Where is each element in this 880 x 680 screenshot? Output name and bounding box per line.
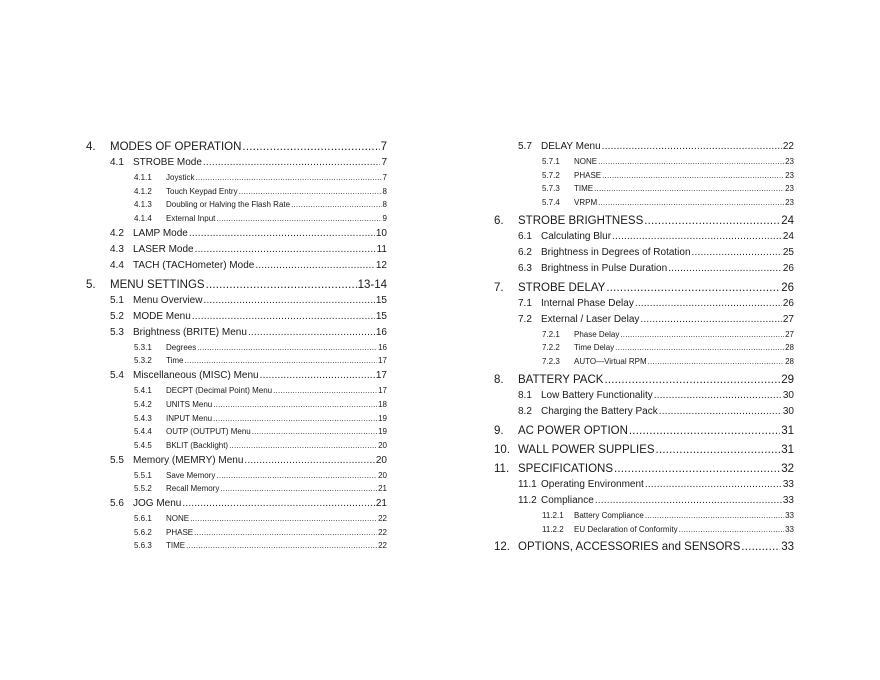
dot-leader xyxy=(595,493,782,509)
toc-entry-7-2-1[interactable] xyxy=(494,328,794,342)
dot-leader xyxy=(190,512,377,526)
toc-entry-title: Brightness (BRITE) Menu xyxy=(133,326,247,338)
toc-entry-number: 5.4 xyxy=(110,370,124,382)
toc-entry-4-1-2[interactable] xyxy=(86,185,387,199)
toc-entry-title: Menu Overview xyxy=(133,294,203,306)
toc-entry-number: 4.2 xyxy=(110,227,124,239)
toc-entry-8-1[interactable] xyxy=(494,388,794,404)
dot-leader xyxy=(220,482,377,496)
toc-entry-5-6-3[interactable] xyxy=(86,539,387,553)
toc-entry-number: 6.1 xyxy=(518,230,532,242)
toc-entry-page: 20 xyxy=(378,440,387,450)
toc-entry-number: 5.7.1 xyxy=(542,157,560,166)
toc-column-left xyxy=(86,139,387,553)
toc-entry-title: TIME xyxy=(574,184,594,194)
dot-leader xyxy=(602,169,784,183)
dot-leader xyxy=(229,439,377,453)
toc-entry-4-1-4[interactable] xyxy=(86,212,387,226)
toc-entry-title: Operating Environment xyxy=(541,478,644,490)
toc-entry-number: 7.2.2 xyxy=(542,343,560,353)
toc-entry-number: 7.1 xyxy=(518,297,532,309)
toc-entry-page: 13-14 xyxy=(357,278,387,291)
dot-leader xyxy=(648,355,784,369)
toc-entry-5-4-5[interactable] xyxy=(86,439,387,453)
toc-entry-title: Brightness in Pulse Duration xyxy=(541,262,668,274)
toc-entry-title: DECPT (Decimal Point) Menu xyxy=(166,386,273,396)
toc-entry-7-2[interactable] xyxy=(494,312,794,328)
dot-leader xyxy=(189,226,375,242)
toc-entry-page: 16 xyxy=(378,342,387,352)
toc-entry-9[interactable] xyxy=(494,423,794,439)
toc-entry-title: DELAY Menu xyxy=(541,141,601,152)
toc-entry-page: 33 xyxy=(782,494,794,506)
toc-entry-number: 6.2 xyxy=(518,246,532,258)
dot-leader xyxy=(206,277,357,293)
toc-entry-number: 5.5 xyxy=(110,454,124,466)
toc-entry-11-2-1[interactable] xyxy=(494,509,794,523)
dot-leader xyxy=(192,309,375,325)
toc-entry-page: 26 xyxy=(781,281,794,294)
toc-entry-number: 5. xyxy=(86,278,96,291)
dot-leader xyxy=(273,384,377,398)
toc-entry-page: 7 xyxy=(382,173,387,182)
toc-entry-title: Charging the Battery Pack xyxy=(541,405,658,417)
toc-entry-number: 4.1.2 xyxy=(134,186,152,196)
toc-entry-number: 5.5.2 xyxy=(134,484,152,494)
dot-leader xyxy=(186,539,377,553)
dot-leader xyxy=(645,509,784,523)
dot-leader xyxy=(659,404,782,420)
toc-entry-11-2[interactable] xyxy=(494,493,794,509)
dot-leader xyxy=(182,496,375,512)
toc-entry-title: TIME xyxy=(166,541,186,551)
toc-entry-5-5-1[interactable] xyxy=(86,469,387,483)
toc-entry-page: 20 xyxy=(375,454,387,466)
toc-entry-number: 5.3.2 xyxy=(134,356,152,366)
toc-entry-title: Degrees xyxy=(166,342,197,352)
toc-entry-number: 4.1 xyxy=(110,157,124,168)
toc-entry-title: Recall Memory xyxy=(166,484,220,494)
toc-entry-number: 8. xyxy=(494,373,504,386)
toc-entry-title: STROBE DELAY xyxy=(518,281,606,294)
toc-entry-number: 5.7 xyxy=(518,141,532,152)
dot-leader xyxy=(741,539,780,555)
toc-entry-number: 11. xyxy=(494,462,510,475)
toc-entry-title: AC POWER OPTION xyxy=(518,424,628,437)
toc-entry-page: 23 xyxy=(785,184,794,194)
dot-leader xyxy=(602,139,782,155)
dot-leader xyxy=(197,341,377,355)
toc-entry-number: 11.2.2 xyxy=(542,524,564,534)
toc-entry-number: 5.6.2 xyxy=(134,527,152,537)
toc-entry-11-2-2[interactable] xyxy=(494,523,794,537)
toc-entry-number: 4.1.1 xyxy=(134,173,152,182)
toc-entry-11-1[interactable] xyxy=(494,477,794,493)
toc-entry-number: 11.1 xyxy=(518,478,537,490)
toc-entry-title: Brightness in Degrees of Rotation xyxy=(541,246,691,258)
toc-entry-title: BATTERY PACK xyxy=(518,373,604,386)
toc-entry-5-3-1[interactable] xyxy=(86,341,387,355)
toc-entry-number: 5.4.4 xyxy=(134,427,152,437)
toc-entry-title: UNITS Menu xyxy=(166,399,213,409)
toc-entry-page: 22 xyxy=(378,513,387,523)
toc-entry-title: Compliance xyxy=(541,494,594,506)
toc-entry-page: 21 xyxy=(378,484,387,494)
toc-entry-number: 8.1 xyxy=(518,389,532,401)
toc-entry-title: Doubling or Halving the Flash Rate xyxy=(166,200,291,210)
toc-entry-page: 25 xyxy=(782,246,794,258)
toc-entry-5-4[interactable] xyxy=(86,368,387,384)
toc-entry-number: 6. xyxy=(494,214,504,227)
toc-entry-5-4-1[interactable] xyxy=(86,384,387,398)
toc-column-right xyxy=(494,139,794,555)
dot-leader xyxy=(203,293,374,309)
toc-entry-page: 27 xyxy=(782,313,794,325)
toc-entry-5-5[interactable] xyxy=(86,453,387,469)
toc-entry-page: 33 xyxy=(785,510,794,520)
toc-entry-number: 8.2 xyxy=(518,405,532,417)
dot-leader xyxy=(255,258,375,274)
dot-leader xyxy=(260,368,375,384)
toc-entry-title: Calculating Blur xyxy=(541,230,612,242)
toc-entry-6-2[interactable] xyxy=(494,245,794,261)
toc-entry-title: STROBE Mode xyxy=(133,157,202,168)
toc-entry-6-3[interactable] xyxy=(494,261,794,277)
toc-entry-page: 29 xyxy=(781,373,794,386)
dot-leader xyxy=(620,328,784,342)
toc-entry-page: 26 xyxy=(782,262,794,274)
toc-entry-4-3[interactable] xyxy=(86,242,387,258)
dot-leader xyxy=(194,526,377,540)
dot-leader xyxy=(598,155,784,169)
toc-entry-number: 4.4 xyxy=(110,259,124,271)
toc-entry-page: 33 xyxy=(782,478,794,490)
dot-leader xyxy=(213,412,377,426)
toc-entry-title: OPTIONS, ACCESSORIES and SENSORS xyxy=(518,541,741,554)
toc-entry-number: 4.1.3 xyxy=(134,200,152,210)
dot-leader xyxy=(195,242,376,258)
toc-entry-title: OUTP (OUTPUT) Menu xyxy=(166,427,251,437)
toc-entry-title: STROBE BRIGHTNESS xyxy=(518,214,644,227)
toc-entry-title: Battery Compliance xyxy=(574,510,644,520)
toc-entry-title: SPECIFICATIONS xyxy=(518,462,613,475)
toc-entry-5-2[interactable] xyxy=(86,309,387,325)
toc-entry-title: Phase Delay xyxy=(574,329,620,339)
toc-entry-10[interactable] xyxy=(494,442,794,458)
toc-entry-number: 5.6.1 xyxy=(134,513,152,523)
toc-entry-7-2-2[interactable] xyxy=(494,341,794,355)
toc-entry-page: 30 xyxy=(782,389,794,401)
dot-leader xyxy=(239,185,382,199)
toc-entry-page: 7 xyxy=(381,157,387,168)
toc-entry-page: 26 xyxy=(782,297,794,309)
toc-entry-page: 7 xyxy=(380,141,387,153)
dot-leader xyxy=(645,477,782,493)
toc-entry-page: 15 xyxy=(375,294,387,306)
toc-entry-number: 5.4.3 xyxy=(134,413,152,423)
dot-leader xyxy=(216,212,381,226)
toc-entry-title: WALL POWER SUPPLIES xyxy=(518,443,655,456)
toc-entry-4[interactable] xyxy=(86,139,387,155)
toc-entry-page: 17 xyxy=(375,370,387,382)
toc-entry-page: 20 xyxy=(378,470,387,480)
toc-entry-title: Touch Keypad Entry xyxy=(166,186,238,196)
toc-entry-page: 12 xyxy=(375,259,387,271)
toc-entry-title: AUTO—Virtual RPM xyxy=(574,357,647,367)
toc-entry-page: 10 xyxy=(375,227,387,239)
toc-entry-page: 31 xyxy=(781,443,794,456)
toc-entry-page: 22 xyxy=(378,527,387,537)
dot-leader xyxy=(654,388,782,404)
toc-entry-4-4[interactable] xyxy=(86,258,387,274)
toc-entry-number: 7.2.3 xyxy=(542,357,560,367)
toc-entry-title: VRPM xyxy=(574,198,598,208)
toc-entry-page: 17 xyxy=(378,356,387,366)
toc-entry-number: 4. xyxy=(86,141,96,153)
toc-entry-number: 4.3 xyxy=(110,243,124,255)
toc-entry-page: 9 xyxy=(382,214,387,224)
dot-leader xyxy=(242,139,379,155)
toc-entry-page: 8 xyxy=(382,200,387,210)
toc-entry-page: 30 xyxy=(782,405,794,417)
toc-entry-page: 33 xyxy=(781,541,794,554)
toc-entry-page: 28 xyxy=(785,357,794,367)
toc-entry-number: 5.4.1 xyxy=(134,386,152,396)
toc-entry-page: 27 xyxy=(785,329,794,339)
toc-entry-5-1[interactable] xyxy=(86,293,387,309)
toc-entry-4-2[interactable] xyxy=(86,226,387,242)
toc-entry-page: 15 xyxy=(375,310,387,322)
toc-entry-page: 22 xyxy=(782,141,794,152)
toc-entry-number: 5.1 xyxy=(110,294,124,306)
dot-leader xyxy=(252,425,377,439)
dot-leader xyxy=(612,229,782,245)
dot-leader xyxy=(216,469,377,483)
toc-entry-number: 5.3.1 xyxy=(134,342,152,352)
dot-leader xyxy=(615,341,784,355)
dot-leader xyxy=(604,372,780,388)
toc-entry-number: 4.1.4 xyxy=(134,214,152,224)
toc-entry-page: 23 xyxy=(785,170,794,180)
toc-entry-page: 19 xyxy=(378,427,387,437)
toc-entry-title: LASER Mode xyxy=(133,243,194,255)
toc-entry-page: 24 xyxy=(781,214,794,227)
dot-leader xyxy=(640,312,781,328)
toc-entry-number: 11.2 xyxy=(518,494,537,506)
toc-entry-title: Low Battery Functionality xyxy=(541,389,653,401)
toc-entry-7-1[interactable] xyxy=(494,296,794,312)
toc-entry-title: BKLIT (Backlight) xyxy=(166,440,229,450)
toc-entry-5-6-1[interactable] xyxy=(86,512,387,526)
toc-entry-5-4-3[interactable] xyxy=(86,412,387,426)
toc-entry-title: INPUT Menu xyxy=(166,413,213,423)
toc-entry-5-3-2[interactable] xyxy=(86,354,387,368)
toc-entry-title: EU Declaration of Conformity xyxy=(574,524,678,534)
toc-entry-6-1[interactable] xyxy=(494,229,794,245)
toc-entry-number: 12. xyxy=(494,541,510,554)
toc-entry-5[interactable] xyxy=(86,277,387,293)
toc-entry-5-7-1[interactable] xyxy=(494,155,794,169)
toc-entry-4-1-3[interactable] xyxy=(86,198,387,212)
toc-entry-page: 17 xyxy=(378,386,387,396)
toc-entry-page: 21 xyxy=(375,497,387,509)
dot-leader xyxy=(606,280,780,296)
toc-entry-page: 19 xyxy=(378,413,387,423)
toc-entry-title: Memory (MEMRY) Menu xyxy=(133,454,244,466)
toc-entry-title: TACH (TACHometer) Mode xyxy=(133,259,255,271)
toc-entry-page: 8 xyxy=(382,186,387,196)
toc-entry-5-7[interactable] xyxy=(494,139,794,155)
dot-leader xyxy=(679,523,785,537)
toc-entry-5-6-2[interactable] xyxy=(86,526,387,540)
toc-entry-title: MODE Menu xyxy=(133,310,191,322)
toc-entry-4-1[interactable] xyxy=(86,155,387,171)
dot-leader xyxy=(203,155,381,171)
toc-entry-5-7-4[interactable] xyxy=(494,196,794,210)
toc-entry-page: 32 xyxy=(781,462,794,475)
dot-leader xyxy=(594,182,784,196)
toc-entry-title: Time xyxy=(166,356,184,366)
dot-leader xyxy=(291,198,381,212)
dot-leader xyxy=(668,261,782,277)
toc-entry-6[interactable] xyxy=(494,213,794,229)
toc-entry-page: 28 xyxy=(785,343,794,353)
toc-entry-11[interactable] xyxy=(494,461,794,477)
toc-entry-title: Miscellaneous (MISC) Menu xyxy=(133,370,259,382)
dot-leader xyxy=(213,398,377,412)
toc-entry-title: External / Laser Delay xyxy=(541,313,640,325)
toc-entry-number: 5.5.1 xyxy=(134,470,152,480)
toc-entry-title: Time Delay xyxy=(574,343,615,353)
toc-entry-4-1-1[interactable] xyxy=(86,171,387,185)
toc-entry-number: 10. xyxy=(494,443,510,456)
toc-entry-title: JOG Menu xyxy=(133,497,182,509)
toc-entry-number: 5.4.2 xyxy=(134,399,152,409)
dot-leader xyxy=(248,325,375,341)
toc-entry-number: 11.2.1 xyxy=(542,510,564,520)
dot-leader xyxy=(629,423,780,439)
toc-entry-page: 11 xyxy=(376,243,387,255)
toc-entry-title: Save Memory xyxy=(166,470,216,480)
dot-leader xyxy=(614,461,780,477)
toc-entry-12[interactable] xyxy=(494,539,794,555)
toc-entry-page: 22 xyxy=(378,541,387,551)
toc-entry-title: MODES OF OPERATION xyxy=(110,141,242,153)
toc-entry-page: 23 xyxy=(785,157,794,166)
toc-entry-number: 5.4.5 xyxy=(134,440,152,450)
toc-entry-page: 31 xyxy=(781,424,794,437)
toc-entry-title: PHASE xyxy=(574,170,602,180)
toc-entry-title: MENU SETTINGS xyxy=(110,278,205,291)
toc-entry-5-5-2[interactable] xyxy=(86,482,387,496)
toc-entry-title: PHASE xyxy=(166,527,194,537)
toc-entry-page: 23 xyxy=(785,198,794,208)
toc-entry-title: NONE xyxy=(574,157,598,166)
toc-entry-5-3[interactable] xyxy=(86,325,387,341)
toc-entry-5-7-3[interactable] xyxy=(494,182,794,196)
toc-entry-5-4-4[interactable] xyxy=(86,425,387,439)
toc-entry-5-7-2[interactable] xyxy=(494,169,794,183)
dot-leader xyxy=(244,453,374,469)
toc-entry-title: LAMP Mode xyxy=(133,227,188,239)
toc-entry-number: 5.7.4 xyxy=(542,198,560,208)
toc-entry-8[interactable] xyxy=(494,372,794,388)
toc-entry-number: 7. xyxy=(494,281,504,294)
dot-leader xyxy=(195,171,381,185)
toc-entry-page: 33 xyxy=(785,524,794,534)
toc-entry-number: 5.7.2 xyxy=(542,170,560,180)
toc-entry-number: 7.2 xyxy=(518,313,532,325)
toc-entry-page: 24 xyxy=(782,230,794,242)
toc-entry-page: 18 xyxy=(378,399,387,409)
toc-entry-number: 5.3 xyxy=(110,326,124,338)
dot-leader xyxy=(692,245,782,261)
toc-entry-number: 7.2.1 xyxy=(542,329,560,339)
toc-entry-title: External Input xyxy=(166,214,216,224)
toc-entry-title: Internal Phase Delay xyxy=(541,297,634,309)
dot-leader xyxy=(644,213,780,229)
dot-leader xyxy=(656,442,781,458)
toc-entry-7[interactable] xyxy=(494,280,794,296)
toc-entry-number: 5.2 xyxy=(110,310,124,322)
toc-entry-number: 5.7.3 xyxy=(542,184,560,194)
toc-entry-number: 5.6.3 xyxy=(134,541,152,551)
toc-entry-7-2-3[interactable] xyxy=(494,355,794,369)
toc-entry-title: NONE xyxy=(166,513,190,523)
toc-entry-5-6[interactable] xyxy=(86,496,387,512)
dot-leader xyxy=(635,296,782,312)
toc-entry-number: 9. xyxy=(494,424,504,437)
toc-entry-number: 6.3 xyxy=(518,262,532,274)
dot-leader xyxy=(184,354,377,368)
toc-entry-page: 16 xyxy=(375,326,387,338)
toc-entry-8-2[interactable] xyxy=(494,404,794,420)
dot-leader xyxy=(598,196,784,210)
toc-entry-title: Joystick xyxy=(166,173,195,182)
toc-entry-5-4-2[interactable] xyxy=(86,398,387,412)
toc-entry-number: 5.6 xyxy=(110,497,124,509)
